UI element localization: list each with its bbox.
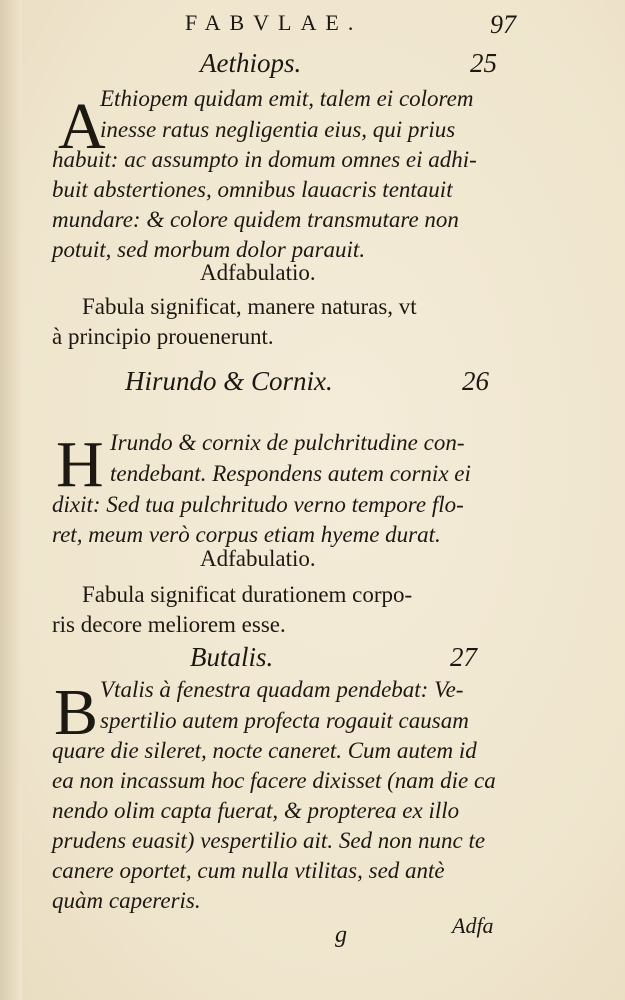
text-line: tendebant. Respondens autem cornix ei xyxy=(110,461,471,486)
running-header: FABVLAE. xyxy=(185,10,363,35)
moral-line: ris decore meliorem esse. xyxy=(52,612,286,637)
fable-title: Aethiops. xyxy=(200,48,302,78)
fable-title: Hirundo & Cornix. xyxy=(125,366,333,396)
text-line: inesse ratus negligentia eius, qui prius xyxy=(100,117,456,142)
moral-line: Fabula significat, manere naturas, vt xyxy=(82,294,417,319)
text-line: ret, meum verò corpus etiam hyeme durat. xyxy=(52,522,441,547)
moral-line: à principio prouenerunt. xyxy=(52,324,274,349)
fable-number: 25 xyxy=(470,48,497,78)
page-number: 97 xyxy=(490,10,516,39)
text-line: Vtalis à fenestra quadam pendebat: Ve- xyxy=(100,677,464,702)
adfabulatio-label: Adfabulatio. xyxy=(200,546,316,571)
signature-mark: g xyxy=(335,922,347,948)
text-line: canere oportet, cum nulla vtilitas, sed antè xyxy=(52,858,445,883)
text-line: potuit, sed morbum dolor parauit. xyxy=(52,237,366,262)
fable-title: Butalis. xyxy=(190,642,274,672)
drop-cap: H xyxy=(56,428,104,501)
moral-line: Fabula significat durationem corpo- xyxy=(82,582,413,607)
text-line: dixit: Sed tua pulchritudo verno tempore flo- xyxy=(52,492,464,517)
text-line: quare die sileret, nocte caneret. Cum autem id xyxy=(52,738,477,763)
text-line: spertilio autem profecta rogauit causam xyxy=(100,708,469,733)
text-line: prudens euasit) vespertilio ait. Sed non nunc te xyxy=(52,828,486,853)
text-line: Irundo & cornix de pulchritudine con- xyxy=(110,430,465,455)
binding-gutter xyxy=(0,0,22,1000)
drop-cap: B xyxy=(54,676,99,749)
text-line: buit abstertiones, omnibus lauacris tentauit xyxy=(52,177,453,202)
text-line: quàm capereris. xyxy=(52,888,201,913)
fable-number: 27 xyxy=(450,642,477,672)
catchword: Adfa xyxy=(452,913,494,938)
text-line: nendo olim capta fuerat, & propterea ex illo xyxy=(52,798,460,823)
text-line: habuit: ac assumpto in domum omnes ei adhi- xyxy=(52,147,477,172)
adfabulatio-label: Adfabulatio. xyxy=(200,260,316,285)
text-line: Ethiopem quidam emit, talem ei colorem xyxy=(100,86,474,111)
text-line: ea non incassum hoc facere dixisset (nam die ca xyxy=(52,768,496,793)
fable-number: 26 xyxy=(462,366,489,396)
drop-cap: A xyxy=(58,90,106,163)
text-line: mundare: & colore quidem transmutare non xyxy=(52,207,459,232)
